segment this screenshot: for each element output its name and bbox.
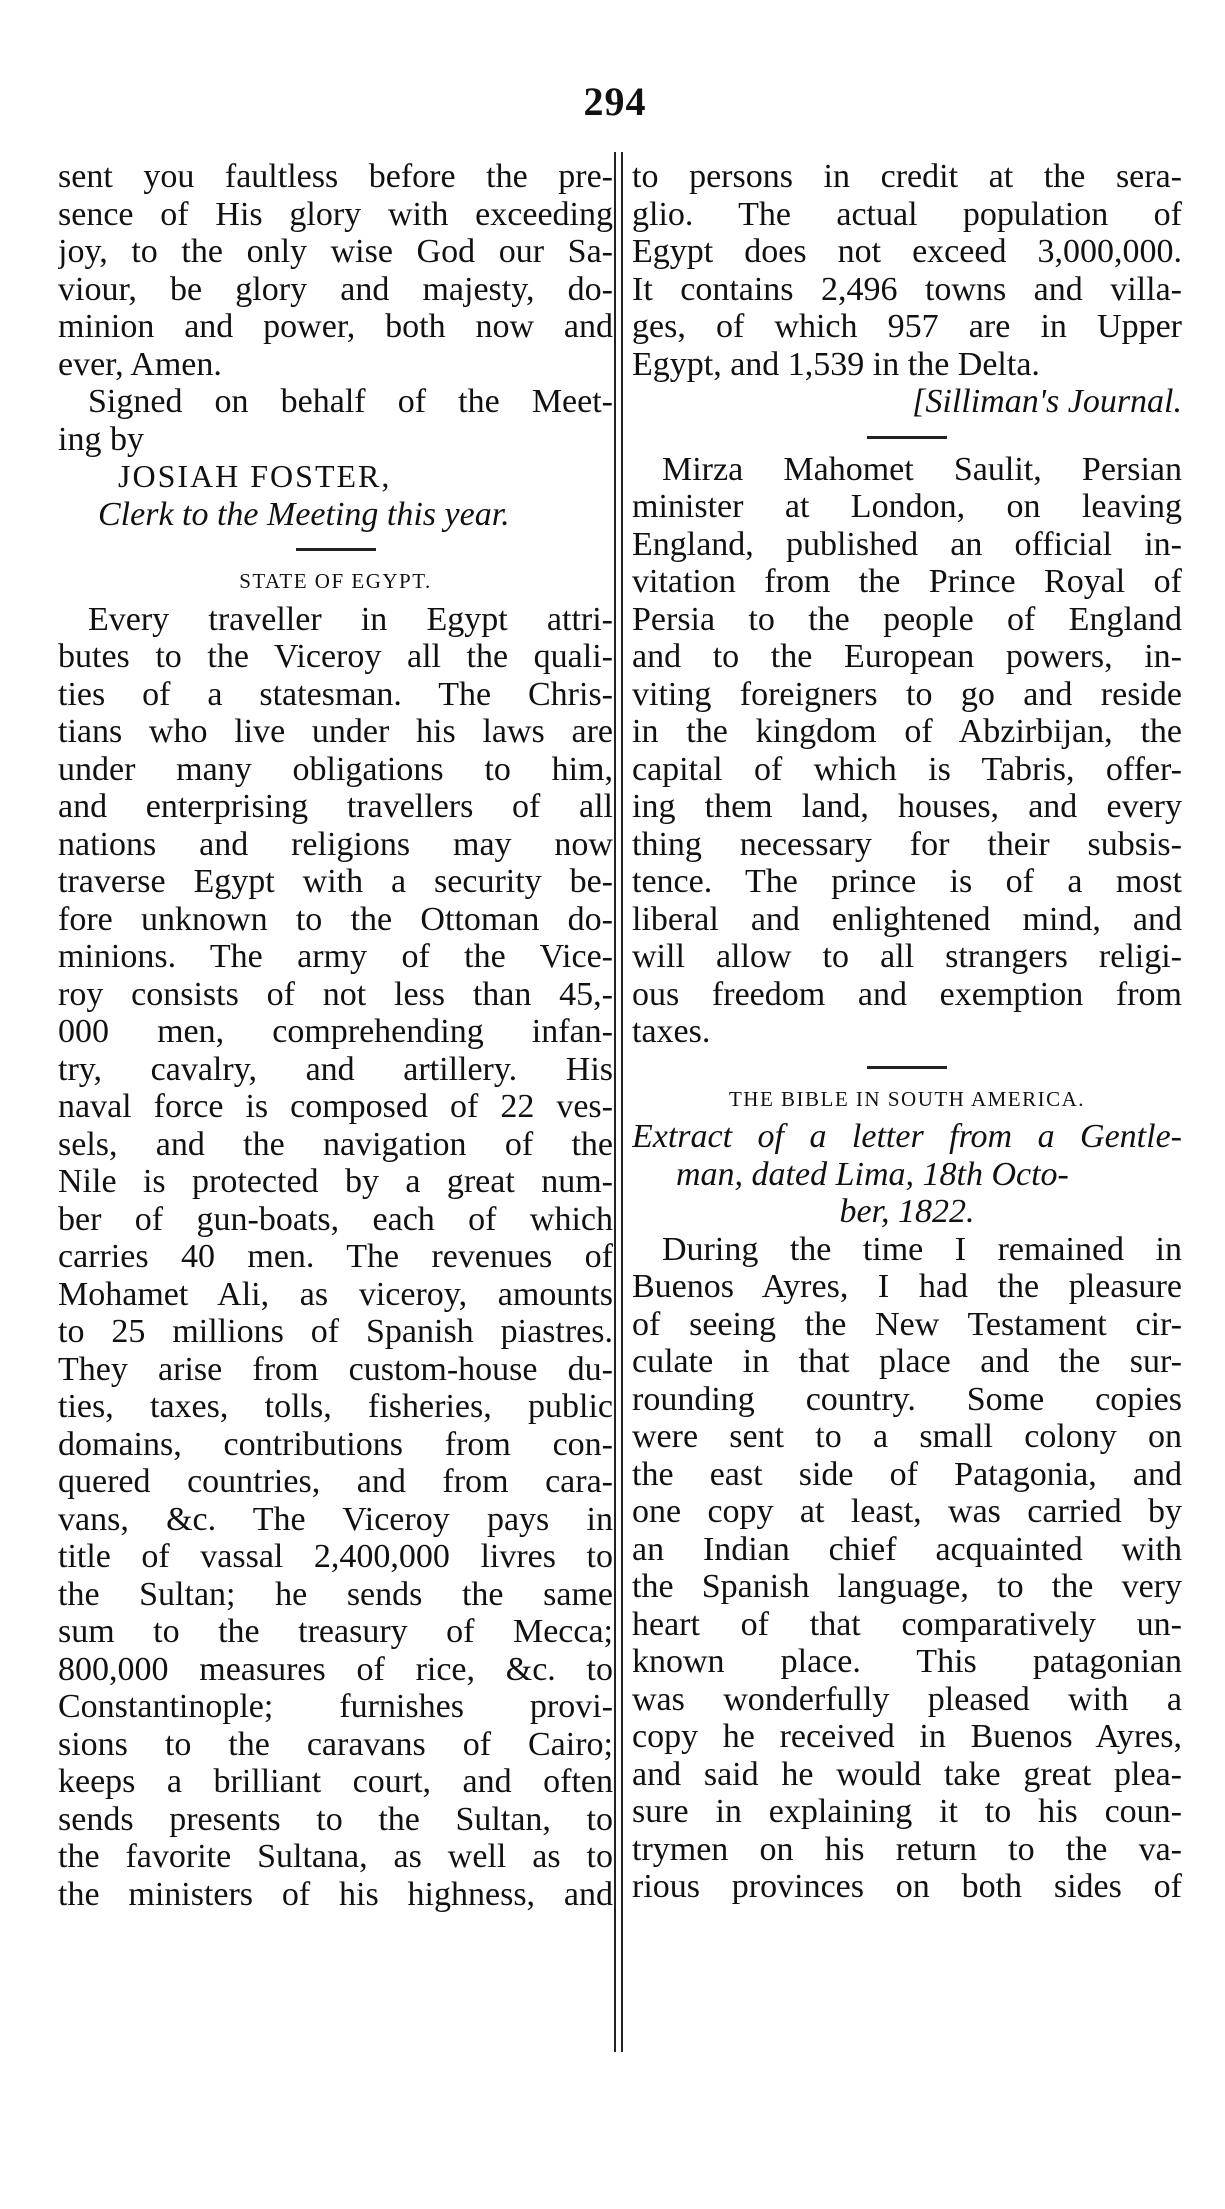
right-column <box>632 158 1182 1906</box>
page-number: 294 <box>583 79 647 124</box>
text-line: taxes. <box>632 1013 711 1050</box>
text-line: It contains 2,496 towns and villa- <box>632 270 1182 308</box>
text-line: tians who live under his laws are <box>58 713 613 750</box>
signed-line: ing by <box>58 420 144 458</box>
text-line: and to the European powers, in- <box>632 638 1182 675</box>
subheading-text: ber, 1822. <box>839 1193 975 1230</box>
subheading-text: man, dated Lima, 18th Octo- <box>676 1155 1069 1193</box>
text-line: Mohamet Ali, as viceroy, amounts <box>58 1275 613 1313</box>
signatory-title-text: Clerk to the Meeting this year. <box>98 495 510 533</box>
text-line: keeps a brilliant court, and often <box>58 1763 613 1800</box>
text-line: the Spanish language, to the very <box>632 1568 1182 1605</box>
text-line: sure in explaining it to his coun- <box>632 1793 1182 1830</box>
text-line: and said he would take great plea- <box>632 1755 1182 1793</box>
source-citation <box>632 383 1182 421</box>
subheading-text: Extract of a letter from a Gentle- <box>632 1118 1182 1155</box>
text-line: vans, &c. The Viceroy pays in <box>58 1500 613 1538</box>
text-line: Every traveller in Egypt attri- <box>88 600 613 638</box>
text-line: During the time I remained in <box>662 1230 1182 1268</box>
section-rule <box>296 548 376 551</box>
text-line: 800,000 measures of rice, &c. to <box>58 1650 613 1688</box>
section-rule <box>867 1066 947 1069</box>
text-line: ges, of which 957 are in Upper <box>632 308 1182 345</box>
text-line: in the kingdom of Abzirbijan, the <box>632 713 1182 750</box>
text-line: sels, and the navigation of the <box>58 1125 613 1163</box>
text-line: England, published an official in- <box>632 525 1182 563</box>
text-line: Constantinople; furnishes provi- <box>58 1688 613 1725</box>
text-line: nations and religions may now <box>58 825 613 863</box>
text-line: was wonderfully pleased with a <box>632 1680 1182 1718</box>
text-line: ous freedom and exemption from <box>632 975 1182 1013</box>
text-line: will allow to all strangers religi- <box>632 938 1182 975</box>
signed-line: Signed on behalf of the Meet- <box>88 383 613 420</box>
text-line: sum to the treasury of Mecca; <box>58 1613 613 1650</box>
text-line: traverse Egypt with a security be- <box>58 863 613 900</box>
article-heading-bible: THE BIBLE IN SOUTH AMERICA. <box>728 1086 1086 1111</box>
text-line: ing them land, houses, and every <box>632 788 1182 825</box>
column-divider <box>614 152 623 2052</box>
section-rule <box>867 436 947 439</box>
text-line: rious provinces on both sides of <box>632 1868 1182 1905</box>
source-citation-text: [Silliman's Journal. <box>912 383 1182 420</box>
text-line: Mirza Mahomet Saulit, Persian <box>662 450 1182 488</box>
text-line: copy he received in Buenos Ayres, <box>632 1718 1182 1755</box>
text-line: heart of that comparatively un- <box>632 1605 1182 1643</box>
text-line: the east side of Patagonia, and <box>632 1455 1182 1493</box>
text-line: butes to the Viceroy all the quali- <box>58 638 613 675</box>
text-line: Persia to the people of England <box>632 600 1182 638</box>
text-line: ever, Amen. <box>58 345 222 383</box>
text-line: joy, to the only wise God our Sa- <box>58 233 613 270</box>
article-subheading-line <box>632 1156 1182 1194</box>
text-line: capital of which is Tabris, offer- <box>632 750 1182 788</box>
text-line: to 25 millions of Spanish piastres. <box>58 1313 613 1350</box>
text-line: sends presents to the Sultan, to <box>58 1800 613 1838</box>
text-line: liberal and enlightened mind, and <box>632 900 1182 938</box>
text-line: minions. The army of the Vice- <box>58 938 613 975</box>
text-line: roy consists of not less than 45,- <box>58 975 613 1013</box>
text-line: and enterprising travellers of all <box>58 788 613 825</box>
text-line: sence of His glory with exceeding <box>58 195 613 233</box>
text-line: try, cavalry, and artillery. His <box>58 1050 613 1088</box>
text-line: one copy at least, was carried by <box>632 1493 1182 1530</box>
signatory-title <box>58 496 613 534</box>
text-line: minister at London, on leaving <box>632 488 1182 525</box>
text-line: fore unknown to the Ottoman do- <box>58 900 613 938</box>
text-line: an Indian chief acquainted with <box>632 1530 1182 1568</box>
text-line: sent you faultless before the pre- <box>58 158 613 195</box>
text-line: vitation from the Prince Royal of <box>632 563 1182 600</box>
text-line: title of vassal 2,400,000 livres to <box>58 1538 613 1575</box>
article-subheading-line <box>632 1118 1182 1156</box>
text-line: Nile is protected by a great num- <box>58 1163 613 1200</box>
text-line: tence. The prince is of a most <box>632 863 1182 900</box>
signatory-name <box>58 458 613 496</box>
text-line: were sent to a small colony on <box>632 1418 1182 1455</box>
text-line: rounding country. Some copies <box>632 1380 1182 1418</box>
text-line: ties, taxes, tolls, fisheries, public <box>58 1388 613 1425</box>
text-line: naval force is composed of 22 ves- <box>58 1088 613 1125</box>
text-line: the Sultan; he sends the same <box>58 1575 613 1613</box>
text-line: domains, contributions from con- <box>58 1425 613 1463</box>
text-line: the favorite Sultana, as well as to <box>58 1838 613 1875</box>
left-column <box>58 158 613 1913</box>
text-line: 000 men, comprehending infan- <box>58 1013 613 1050</box>
text-line: They arise from custom-house du- <box>58 1350 613 1388</box>
article-heading-egypt: STATE OF EGYPT. <box>239 569 432 593</box>
text-line: viting foreigners to go and reside <box>632 675 1182 713</box>
text-line: minion and power, both now and <box>58 308 613 345</box>
text-line: under many obligations to him, <box>58 750 613 788</box>
text-line: thing necessary for their subsis- <box>632 825 1182 863</box>
text-line: Egypt does not exceed 3,000,000. <box>632 233 1182 270</box>
text-line: carries 40 men. The revenues of <box>58 1238 613 1275</box>
text-line: Buenos Ayres, I had the pleasure <box>632 1268 1182 1305</box>
text-line: of seeing the New Testament cir- <box>632 1305 1182 1343</box>
text-line: glio. The actual population of <box>632 195 1182 233</box>
text-line: viour, be glory and majesty, do- <box>58 270 613 308</box>
text-line: culate in that place and the sur- <box>632 1343 1182 1380</box>
text-line: known place. This patagonian <box>632 1643 1182 1680</box>
text-line: quered countries, and from cara- <box>58 1463 613 1500</box>
text-line: ber of gun-boats, each of which <box>58 1200 613 1238</box>
text-line: trymen on his return to the va- <box>632 1830 1182 1868</box>
text-line: Egypt, and 1,539 in the Delta. <box>632 345 1040 383</box>
text-line: ties of a statesman. The Chris- <box>58 675 613 713</box>
signatory-name-text: JOSIAH FOSTER, <box>118 458 392 494</box>
text-line: sions to the caravans of Cairo; <box>58 1725 613 1763</box>
article-subheading-line <box>632 1193 1182 1231</box>
text-line: to persons in credit at the sera- <box>632 158 1182 195</box>
text-line: the ministers of his highness, and <box>58 1875 613 1913</box>
